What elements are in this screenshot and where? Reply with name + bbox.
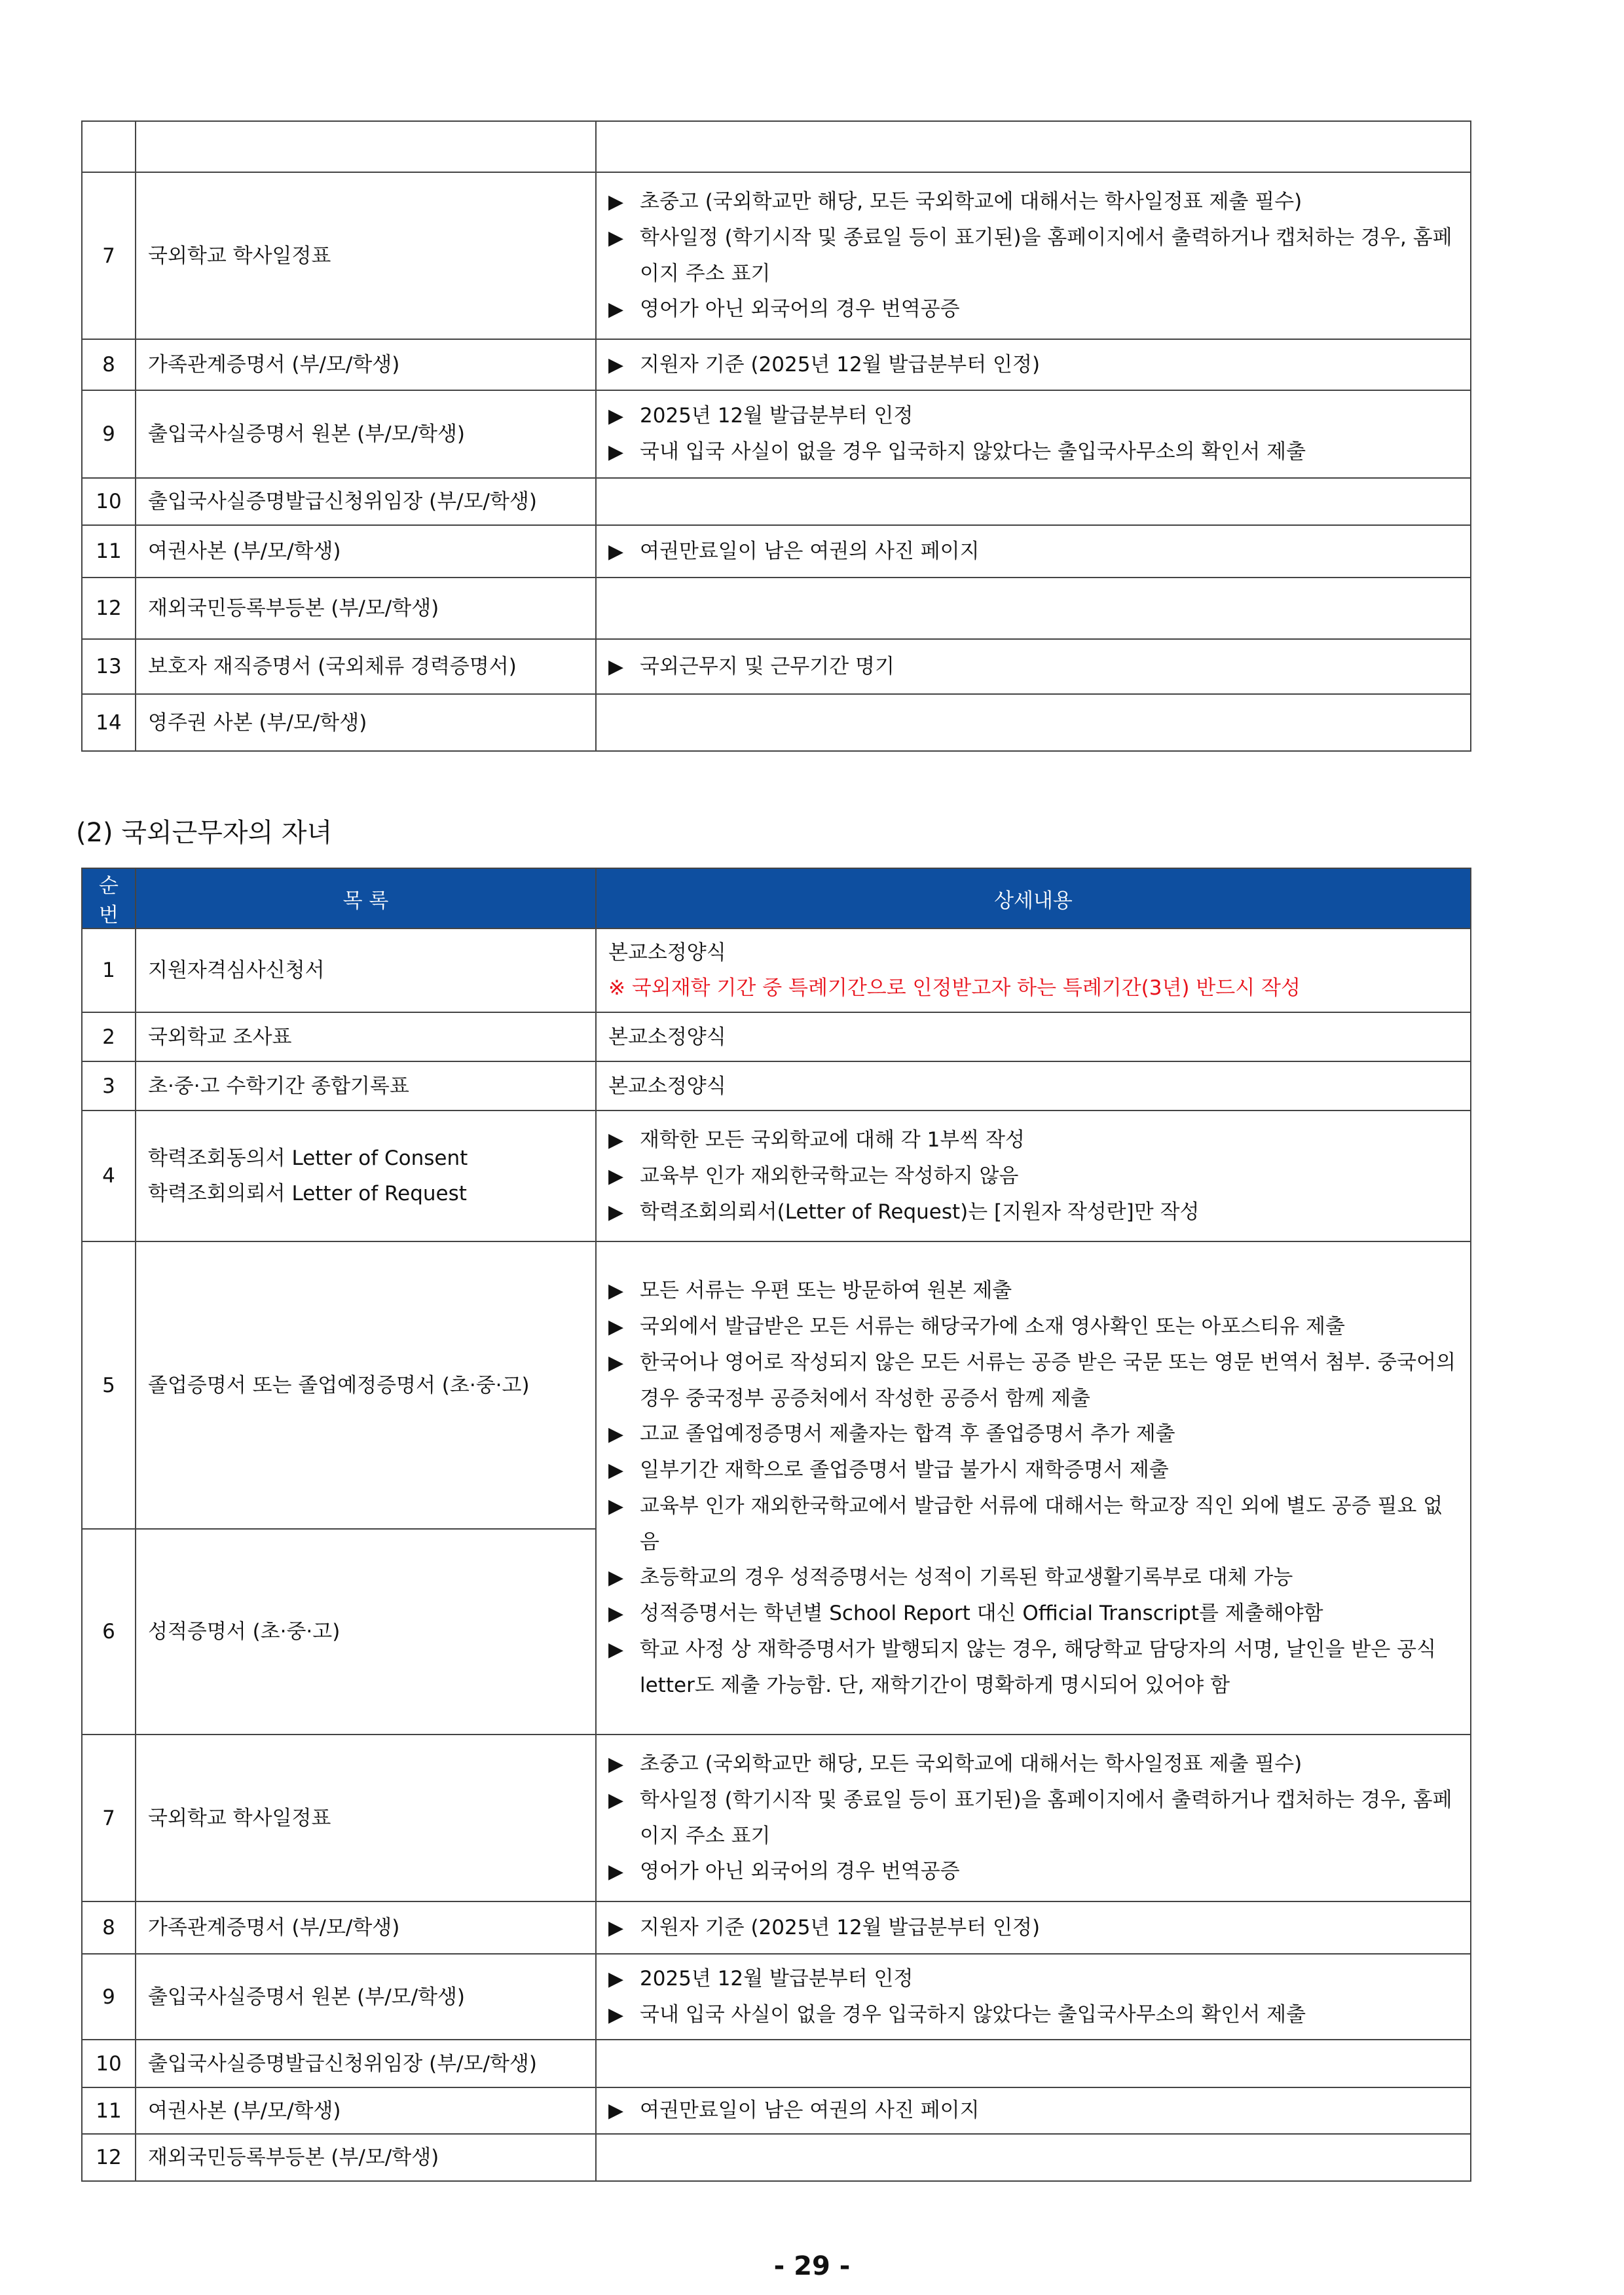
bullet-arrow-icon: ▶ [608, 441, 624, 464]
item-line: 학력조회동의서 Letter of Consent [148, 1147, 468, 1170]
row-number: 10 [82, 2040, 136, 2087]
row-item [136, 1735, 596, 1901]
detail-text: 국내 입국 사실이 없을 경우 입국하지 않았다는 출입국사무소의 확인서 제출 [640, 440, 1306, 464]
detail-text: 모든 서류는 우편 또는 방문하여 원본 제출 [640, 1279, 1012, 1302]
row-detail [596, 172, 1471, 339]
bullet-arrow-icon: ▶ [608, 1315, 624, 1338]
bullet-arrow-icon: ▶ [608, 540, 624, 563]
bullet-arrow-icon: ▶ [608, 353, 624, 376]
row-detail [596, 525, 1471, 578]
bullet-arrow-icon: ▶ [608, 405, 624, 428]
row-detail [596, 578, 1471, 639]
detail-bullet [608, 347, 1458, 383]
row-item [136, 2040, 596, 2087]
detail-text: 국외에서 발급받은 모든 서류는 해당국가에 소재 영사확인 또는 아포스티유 제출 [640, 1315, 1345, 1338]
row-detail [596, 2087, 1471, 2134]
row-number: 8 [82, 339, 136, 390]
detail-bullet [608, 291, 1458, 327]
bullet-arrow-icon: ▶ [608, 1200, 624, 1224]
row-item [136, 639, 596, 694]
bullet-arrow-icon: ▶ [608, 1789, 624, 1812]
detail-bullet [608, 1997, 1458, 2033]
bullet-arrow-icon: ▶ [608, 191, 624, 213]
table-row [82, 2040, 1471, 2087]
row-detail [596, 121, 1471, 172]
item-line: 여권사본 (부/모/학생) [148, 2099, 341, 2123]
table-row [82, 928, 1471, 1012]
table-row [82, 390, 1471, 478]
row-item [136, 2134, 596, 2181]
bullet-arrow-icon: ▶ [608, 1164, 624, 1188]
detail-bullet [608, 184, 1458, 220]
item-line: 출입국사실증명발급신청위임장 (부/모/학생) [148, 490, 537, 513]
detail-text: 영어가 아닌 외국어의 경우 번역공증 [640, 1860, 960, 1883]
item-line: 가족관계증명서 (부/모/학생) [148, 353, 400, 376]
row-detail [596, 1061, 1471, 1111]
row-number: 14 [82, 694, 136, 751]
row-number: 7 [82, 172, 136, 339]
detail-text: 본교소정양식 [608, 941, 726, 964]
row-number: 12 [82, 2134, 136, 2181]
detail-bullet [608, 534, 1458, 570]
row-item [136, 1901, 596, 1954]
row-detail [596, 2134, 1471, 2181]
row-number: 3 [82, 1061, 136, 1111]
detail-line [608, 1019, 1458, 1055]
bullet-arrow-icon: ▶ [608, 1423, 624, 1446]
row-number: 7 [82, 1735, 136, 1901]
item-line: 성적증명서 (초·중·고) [148, 1620, 341, 1643]
item-line: 출입국사실증명서 원본 (부/모/학생) [148, 422, 466, 446]
item-line: 재외국민등록부등본 (부/모/학생) [148, 2146, 439, 2169]
detail-text: 초등학교의 경우 성적증명서는 성적이 기록된 학교생활기록부로 대체 가능 [640, 1566, 1293, 1589]
bullet-arrow-icon: ▶ [608, 1495, 624, 1518]
table-row [82, 2134, 1471, 2181]
row-number: 11 [82, 2087, 136, 2134]
bullet-arrow-icon: ▶ [608, 1566, 624, 1589]
bullet-arrow-icon: ▶ [608, 655, 624, 678]
page-number: - 29 - [773, 2251, 851, 2281]
detail-text: 교육부 인가 재외한국학교에서 발급한 서류에 대해서는 학교장 직인 외에 별도 공증 필요 없음 [640, 1494, 1443, 1554]
detail-text: 영어가 아닌 외국어의 경우 번역공증 [640, 297, 960, 321]
row-number: 13 [82, 639, 136, 694]
detail-text: 2025년 12월 발급분부터 인정 [640, 404, 913, 428]
detail-bullet [608, 1416, 1458, 1452]
row-number: 2 [82, 1012, 136, 1061]
row-item [136, 578, 596, 639]
detail-bullet [608, 1961, 1458, 1997]
item-line: 지원자격심사신청서 [148, 959, 325, 982]
detail-text: 성적증명서는 학년별 School Report 대신 Official Transcript를 제출해야함 [640, 1602, 1323, 1625]
detail-text: 여권만료일이 남은 여권의 사진 페이지 [640, 2099, 980, 2122]
detail-text: 학사일정 (학기시작 및 종료일 등이 표기된)을 홈페이지에서 출력하거나 캡처하는 경우, 홈페이지 주소 표기 [640, 226, 1452, 285]
header-item: 목 록 [136, 868, 596, 928]
row-item [136, 1241, 596, 1529]
row-detail [596, 1111, 1471, 1241]
row-item [136, 2087, 596, 2134]
table-row [82, 578, 1471, 639]
table-row [82, 121, 1471, 172]
detail-text: 여권만료일이 남은 여권의 사진 페이지 [640, 539, 980, 563]
row-number: 11 [82, 525, 136, 578]
row-item [136, 1529, 596, 1735]
detail-text: 초중고 (국외학교만 해당, 모든 국외학교에 대해서는 학사일정표 제출 필수) [640, 190, 1302, 213]
row-number: 6 [82, 1529, 136, 1735]
detail-text: 학사일정 (학기시작 및 종료일 등이 표기된)을 홈페이지에서 출력하거나 캡처하는 경우, 홈페이지 주소 표기 [640, 1788, 1452, 1848]
row-number: 9 [82, 1954, 136, 2040]
row-number: 1 [82, 928, 136, 1012]
table-row [82, 1241, 1471, 1529]
detail-bullet [608, 1560, 1458, 1596]
row-detail [596, 1012, 1471, 1061]
item-line: 재외국민등록부등본 (부/모/학생) [148, 597, 439, 620]
item-line: 가족관계증명서 (부/모/학생) [148, 1916, 400, 1939]
bullet-arrow-icon: ▶ [608, 2099, 624, 2122]
table-row [82, 1735, 1471, 1901]
detail-bullet [608, 1345, 1458, 1416]
row-detail [596, 1901, 1471, 1954]
bullet-arrow-icon: ▶ [608, 1967, 624, 1991]
row-item [136, 390, 596, 478]
detail-text: ※ 국외재학 기간 중 특례기간으로 인정받고자 하는 특례기간(3년) 반드시 작성 [608, 976, 1301, 1000]
detail-text: 재학한 모든 국외학교에 대해 각 1부씩 작성 [640, 1128, 1025, 1152]
detail-bullet [608, 1309, 1458, 1345]
item-line: 초·중·고 수학기간 종합기록표 [148, 1074, 409, 1098]
detail-bullet [608, 2093, 1458, 2129]
table-row [82, 1954, 1471, 2040]
detail-text: 지원자 기준 (2025년 12월 발급분부터 인정) [640, 352, 1041, 376]
item-line: 국외학교 조사표 [148, 1025, 292, 1049]
row-number: 5 [82, 1241, 136, 1529]
row-number: 9 [82, 390, 136, 478]
detail-bullet [608, 1194, 1458, 1230]
item-line: 졸업증명서 또는 졸업예정증명서 (초·중·고) [148, 1373, 530, 1397]
row-number: 12 [82, 578, 136, 639]
detail-bullet [608, 1273, 1458, 1309]
detail-bullet [608, 1488, 1458, 1560]
detail-bullet [608, 220, 1458, 291]
item-line: 여권사본 (부/모/학생) [148, 540, 341, 563]
row-item [136, 694, 596, 751]
bullet-arrow-icon: ▶ [608, 1279, 624, 1302]
header-no: 순번 [82, 868, 136, 928]
row-item [136, 1012, 596, 1061]
row-item [136, 525, 596, 578]
row-detail [596, 2040, 1471, 2087]
row-item [136, 1111, 596, 1241]
document-table-overseas-workers [81, 868, 1471, 2182]
detail-text: 한국어나 영어로 작성되지 않은 모든 서류는 공증 받은 국문 또는 영문 번역서 첨부. 중국어의 경우 중국정부 공증처에서 작성한 공증서 함께 제출 [640, 1351, 1456, 1410]
detail-line [608, 935, 1458, 970]
item-line: 보호자 재직증명서 (국외체류 경력증명서) [148, 655, 517, 678]
detail-bullet [608, 1158, 1458, 1194]
detail-text: 학력조회의뢰서(Letter of Request)는 [지원자 작성란]만 작성 [640, 1200, 1200, 1224]
bullet-arrow-icon: ▶ [608, 1860, 624, 1883]
row-item [136, 928, 596, 1012]
item-line: 영주권 사본 (부/모/학생) [148, 710, 367, 735]
table-row [82, 525, 1471, 578]
detail-text: 2025년 12월 발급분부터 인정 [640, 1966, 913, 1991]
table-row [82, 339, 1471, 390]
detail-bullet [608, 1854, 1458, 1890]
detail-text: 교육부 인가 재외한국학교는 작성하지 않음 [640, 1164, 1019, 1188]
table-row [82, 478, 1471, 525]
detail-bullet [608, 1452, 1458, 1488]
table-row [82, 694, 1471, 751]
row-item [136, 478, 596, 525]
bullet-arrow-icon: ▶ [608, 1638, 624, 1661]
row-detail [596, 694, 1471, 751]
table-row [82, 639, 1471, 694]
row-detail [596, 478, 1471, 525]
item-line: 출입국사실증명발급신청위임장 (부/모/학생) [148, 2051, 537, 2076]
detail-text: 지원자 기준 (2025년 12월 발급분부터 인정) [640, 1915, 1041, 1939]
bullet-arrow-icon: ▶ [608, 1916, 624, 1939]
table-header-row [82, 868, 1471, 928]
table-row [82, 1012, 1471, 1061]
bullet-arrow-icon: ▶ [608, 227, 624, 249]
row-detail [596, 1735, 1471, 1901]
row-item [136, 172, 596, 339]
row-item [136, 121, 596, 172]
detail-text: 학교 사정 상 재학증명서가 발행되지 않는 경우, 해당학교 담당자의 서명, 날인을 받은 공식 letter도 제출 가능함. 단, 재학기간이 명확하게 명시되어 있어야 함 [640, 1638, 1437, 1697]
bullet-arrow-icon: ▶ [608, 298, 624, 321]
bullet-arrow-icon: ▶ [608, 1753, 624, 1776]
detail-text: 일부기간 재학으로 졸업증명서 발급 불가시 재학증명서 제출 [640, 1458, 1169, 1482]
table-row [82, 172, 1471, 339]
bullet-arrow-icon: ▶ [608, 1602, 624, 1625]
item-line: 출입국사실증명서 원본 (부/모/학생) [148, 1985, 466, 2009]
detail-text: 본교소정양식 [608, 1074, 726, 1098]
row-item [136, 1061, 596, 1111]
item-line: 국외학교 학사일정표 [148, 1806, 331, 1830]
detail-bullet [608, 434, 1458, 470]
bullet-arrow-icon: ▶ [608, 1459, 624, 1482]
row-number: 10 [82, 478, 136, 525]
bullet-arrow-icon: ▶ [608, 1128, 624, 1152]
detail-bullet [608, 1596, 1458, 1632]
row-detail [596, 928, 1471, 1012]
detail-line [608, 1069, 1458, 1104]
row-detail [596, 339, 1471, 390]
header-detail: 상세내용 [596, 868, 1471, 928]
detail-bullet [608, 1782, 1458, 1854]
row-detail-merged [596, 1241, 1471, 1735]
item-line: 학력조회의뢰서 Letter of Request [148, 1182, 467, 1205]
detail-text: 고교 졸업예정증명서 제출자는 합격 후 졸업증명서 추가 제출 [640, 1422, 1175, 1446]
table-row [82, 2087, 1471, 2134]
detail-text: 국외근무지 및 근무기간 명기 [640, 654, 895, 678]
detail-text: 본교소정양식 [608, 1025, 726, 1049]
detail-bullet [608, 1746, 1458, 1782]
row-detail [596, 639, 1471, 694]
section-title: (2) 국외근무자의 자녀 [76, 818, 333, 848]
row-detail [596, 390, 1471, 478]
detail-line [608, 970, 1458, 1006]
table-row [82, 1061, 1471, 1111]
bullet-arrow-icon: ▶ [608, 2003, 624, 2027]
detail-bullet [608, 649, 1458, 685]
table-row [82, 1901, 1471, 1954]
item-line: 국외학교 학사일정표 [148, 244, 331, 268]
detail-bullet [608, 1910, 1458, 1946]
row-item [136, 339, 596, 390]
table-row [82, 1111, 1471, 1241]
detail-text: 초중고 (국외학교만 해당, 모든 국외학교에 대해서는 학사일정표 제출 필수) [640, 1752, 1302, 1776]
row-number: 8 [82, 1901, 136, 1954]
row-number: 4 [82, 1111, 136, 1241]
row-number [82, 121, 136, 172]
detail-bullet [608, 1122, 1458, 1158]
row-detail [596, 1954, 1471, 2040]
row-item [136, 1954, 596, 2040]
bullet-arrow-icon: ▶ [608, 1351, 624, 1374]
document-table-continued [81, 120, 1471, 752]
detail-bullet [608, 1632, 1458, 1703]
detail-bullet [608, 398, 1458, 434]
detail-text: 국내 입국 사실이 없을 경우 입국하지 않았다는 출입국사무소의 확인서 제출 [640, 2002, 1306, 2027]
